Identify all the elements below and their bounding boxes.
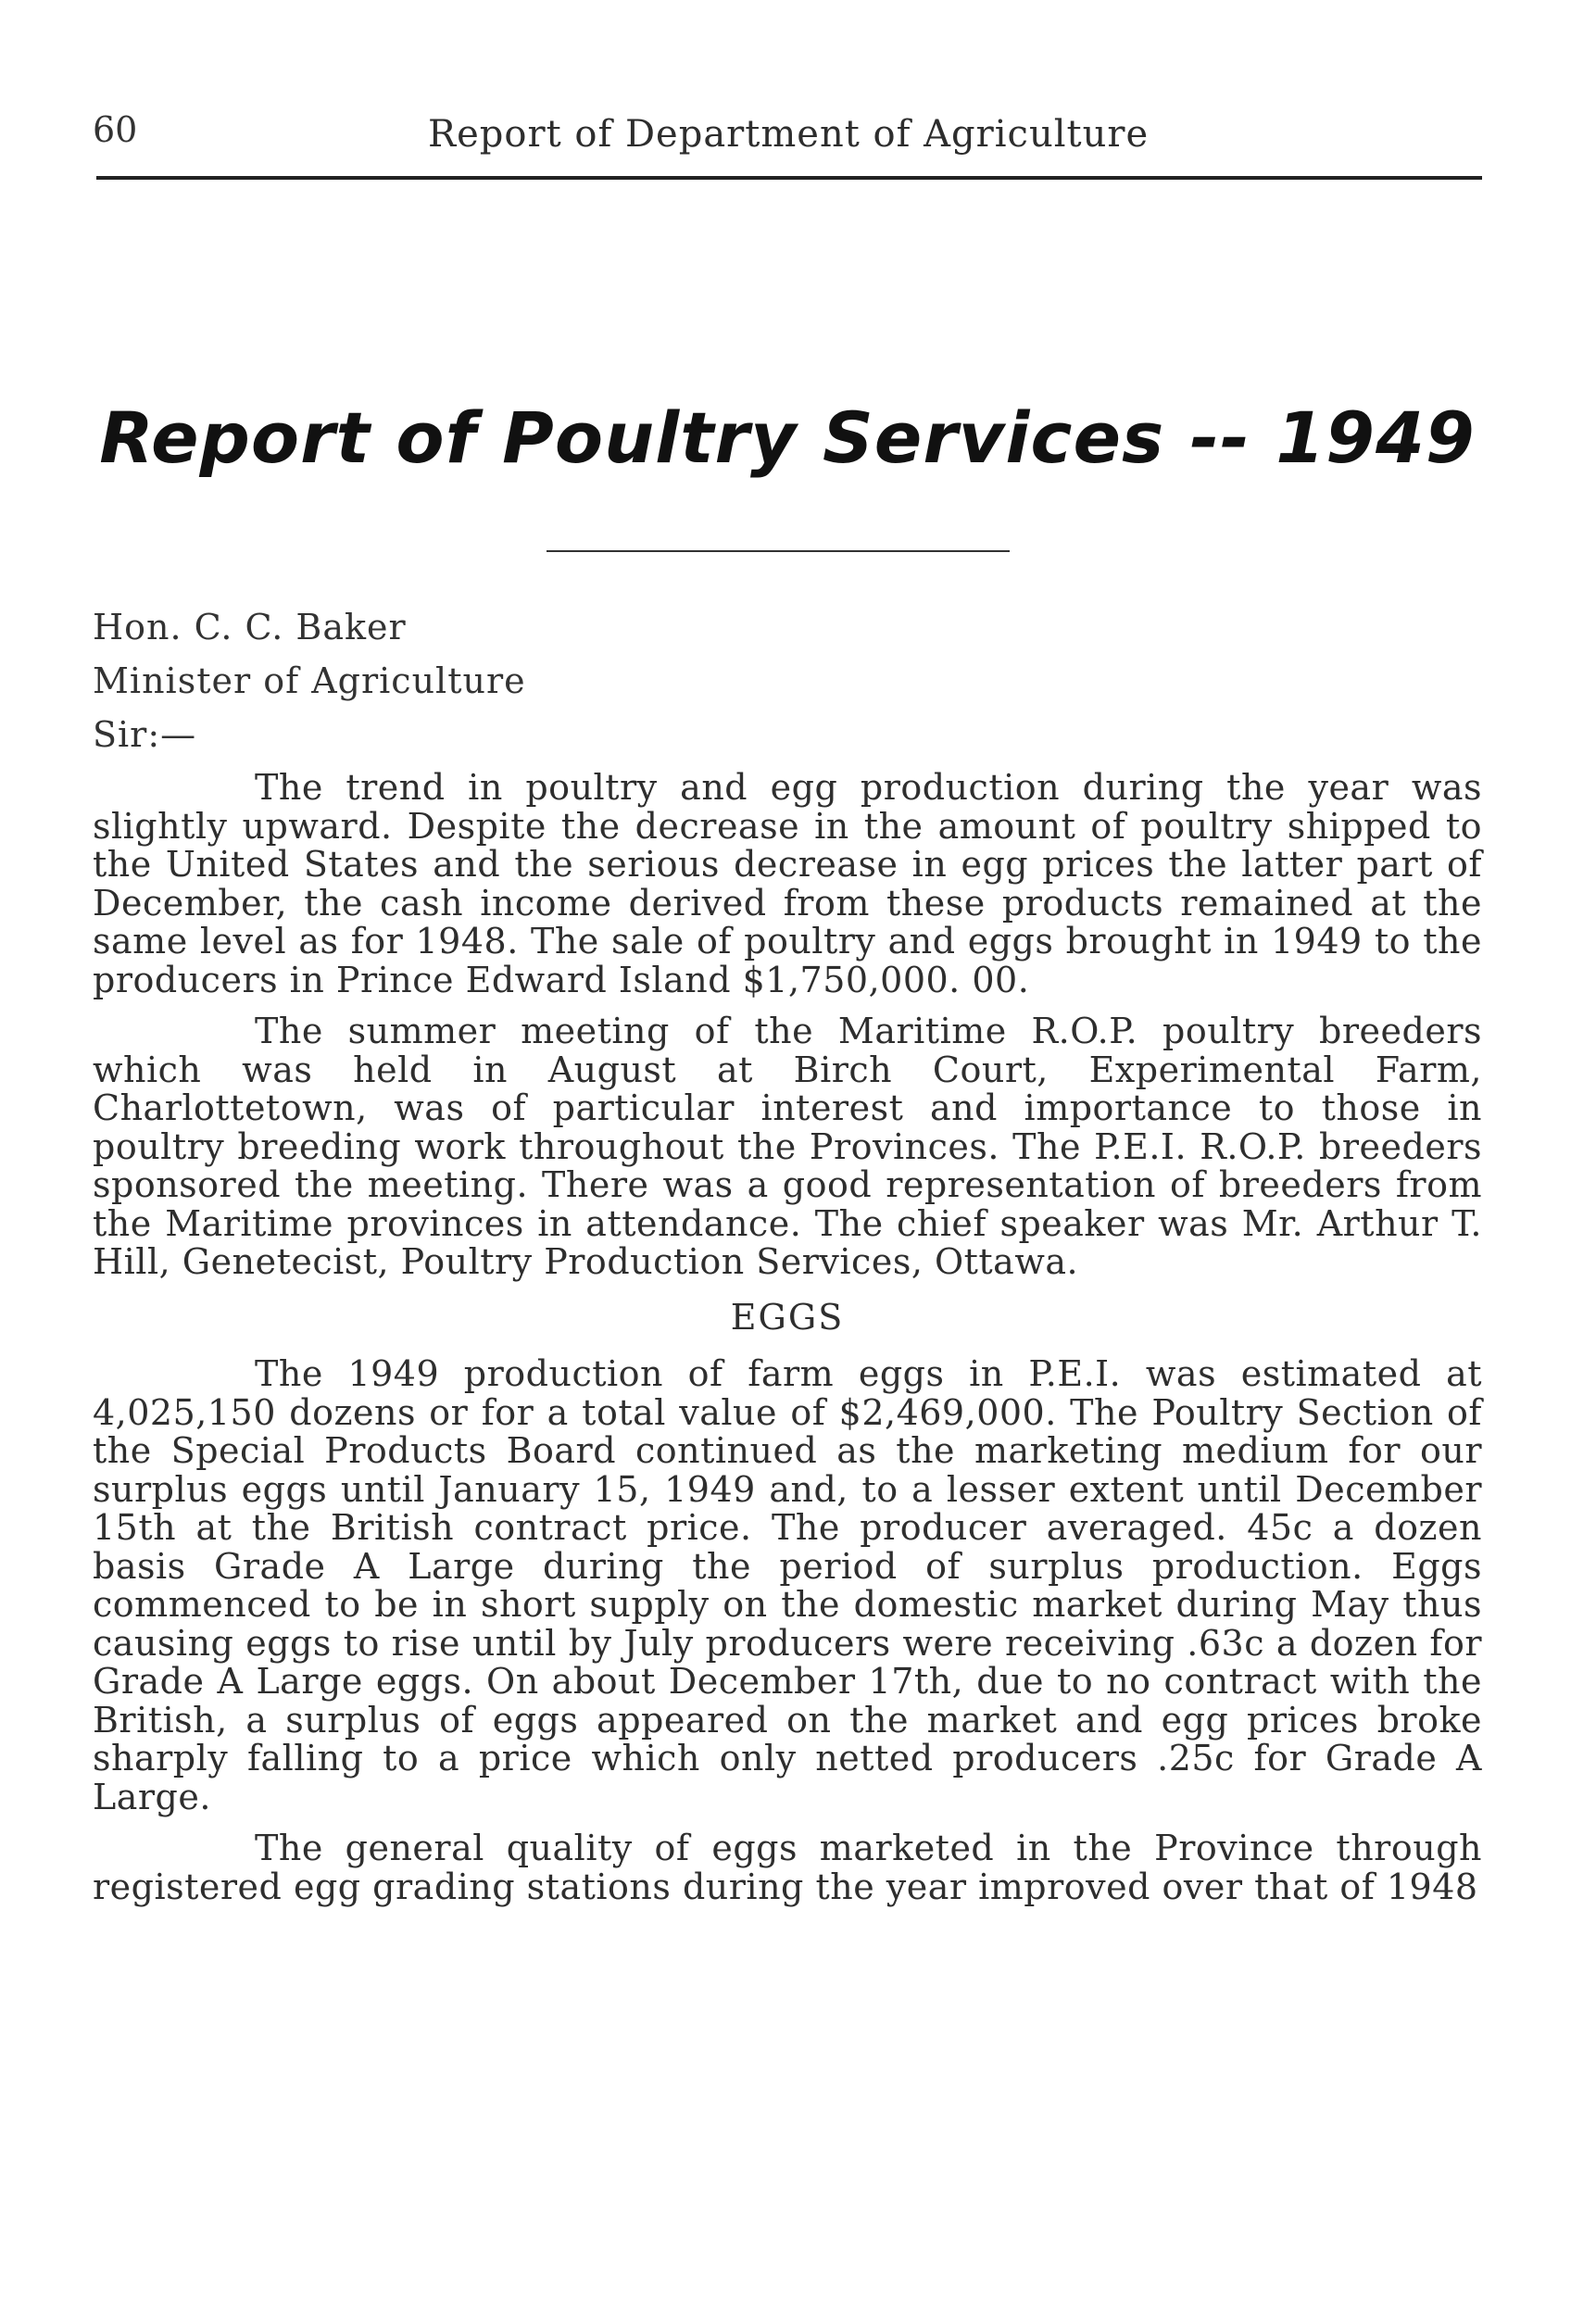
report-title: Report of Poultry Services -- 1949 xyxy=(99,396,1476,479)
running-title: Report of Department of Agriculture xyxy=(428,113,1150,156)
addressee-title: Minister of Agriculture xyxy=(93,660,526,701)
page-header xyxy=(93,109,1482,165)
header-rule xyxy=(96,176,1482,180)
title-divider xyxy=(547,550,1010,552)
paragraph-egg-quality: The general quality of eggs marketed in the Province through registered egg grading stations during the year improved over that of 1948 xyxy=(93,1828,1482,1907)
paragraph-summer-meeting: The summer meeting of the Maritime R.O.P. poultry breeders which was held in August at Birch Court, Experimental Farm, Charlottetown, was of particular interest and importance to those in poultry breeding work throughout the Provinces. The P.E.I. R.O.P. breeders sponsored the meeting. There was a good representation of breeders from the Maritime provinces in attendance. The chief speaker was Mr. Arthur T. Hill, Genetecist, Poultry Production Services, Ottawa. xyxy=(93,1011,1482,1282)
paragraph-production-trend: The trend in poultry and egg production during the year was slightly upward. Despite the decrease in the amount of poultry shipped to the United States and the serious decrease in egg prices the latter part of December, the cash income derived from these products remained at the same level as for 1948. The sale of poultry and eggs brought in 1949 to the producers in Prince Edward Island $1,750,000. 00. xyxy=(93,767,1482,1000)
section-heading-eggs: EGGS xyxy=(730,1296,845,1338)
addressee-name: Hon. C. C. Baker xyxy=(93,607,407,647)
paragraph-egg-production: The 1949 production of farm eggs in P.E.I. was estimated at 4,025,150 dozens or for a total value of $2,469,000. The Poultry Section of the Special Products Board continued as the marketing medium for our surplus eggs until January 15, 1949 and, to a lesser extent until December 15th at the British contract price. The producer averaged. 45c a dozen basis Grade A Large during the period of surplus production. Eggs commenced to be in short supply on the domestic market during May thus causing eggs to rise until by July producers were receiving .63c a dozen for Grade A Large eggs. On about December 17th, due to no contract with the British, a surplus of eggs appeared on the market and egg prices broke sharply falling to a price which only netted producers .25c for Grade A Large. xyxy=(93,1353,1482,1817)
page-number: 60 xyxy=(93,109,138,150)
greeting: Sir:— xyxy=(93,714,197,755)
salutation xyxy=(93,600,526,761)
report-body xyxy=(93,769,1482,1919)
